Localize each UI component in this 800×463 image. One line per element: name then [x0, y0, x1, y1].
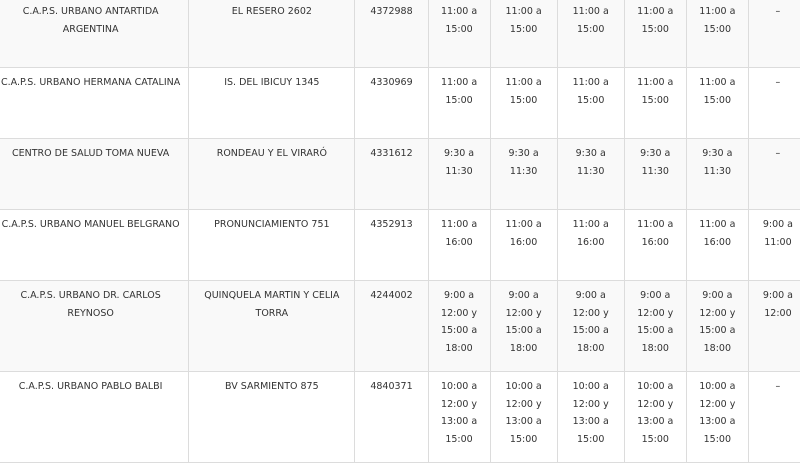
hours-line: 16:00 — [509, 236, 538, 248]
hours-line: 15:00 a — [572, 325, 609, 336]
hours-line: 16:00 — [703, 236, 732, 248]
hours-line: 15:00 a — [505, 325, 542, 336]
hours-cell-monday — [428, 0, 490, 68]
hours-line: 13:00 a — [699, 416, 736, 427]
hours-line: 12:00 y — [441, 398, 478, 410]
phone-cell: 4331612 — [355, 139, 428, 210]
hours-line: 11:00 a — [505, 77, 542, 88]
hours-line: 16:00 — [445, 236, 473, 248]
hours-line: 9:30 a — [702, 148, 733, 159]
hours-cell-thursday — [624, 372, 686, 463]
hours-cell-saturday — [748, 372, 800, 463]
hours-line: 9:00 a — [508, 290, 539, 301]
hours-line: 11:00 a — [440, 77, 478, 88]
hours-cell-tuesday — [490, 68, 557, 139]
hours-line: 11:00 a — [572, 219, 609, 230]
hours-line: 16:00 — [641, 236, 669, 248]
hours-line: 10:00 a — [637, 381, 674, 392]
hours-line: 18:00 — [703, 342, 732, 354]
center-name-cell: C.A.P.S. URBANO ANTARTIDA ARGENTINA — [0, 0, 189, 68]
hours-line: 18:00 — [445, 342, 473, 354]
center-name-cell: C.A.P.S. URBANO DR. CARLOS REYNOSO — [0, 281, 189, 372]
hours-line: 15:00 — [577, 94, 605, 106]
hours-cell-monday — [428, 68, 490, 139]
hours-line: 18:00 — [641, 342, 669, 354]
hours-line: 13:00 a — [572, 416, 609, 427]
hours-line: 11:30 — [577, 165, 605, 177]
hours-line: 15:00 a — [699, 325, 736, 336]
hours-line: 15:00 — [509, 433, 538, 445]
hours-cell-thursday — [624, 68, 686, 139]
hours-line: 9:30 a — [508, 148, 539, 159]
hours-cell-wednesday — [557, 281, 624, 372]
hours-line: 11:00 a — [699, 77, 736, 88]
hours-cell-wednesday — [557, 0, 624, 68]
hours-line: 15:00 — [577, 23, 605, 35]
hours-line: 11:00 — [764, 236, 792, 248]
hours-line: 11:00 a — [572, 6, 609, 17]
hours-line: 11:00 a — [572, 77, 609, 88]
hours-line: 11:30 — [703, 165, 732, 177]
hours-line: 10:00 a — [572, 381, 609, 392]
hours-line: 11:00 a — [440, 219, 478, 230]
hours-line: – — [775, 6, 781, 17]
hours-line: 12:00 y — [699, 398, 736, 410]
hours-line: 15:00 a — [440, 325, 478, 336]
table-row — [0, 68, 800, 139]
hours-cell-friday — [686, 0, 748, 68]
hours-line: 11:00 a — [505, 219, 542, 230]
address-cell: RONDEAU Y EL VIRARÓ — [189, 139, 355, 210]
hours-cell-monday — [428, 139, 490, 210]
hours-cell-friday — [686, 210, 748, 281]
hours-line: 18:00 — [509, 342, 538, 354]
hours-cell-saturday — [748, 281, 800, 372]
hours-line: 13:00 a — [637, 416, 674, 427]
hours-line: 10:00 a — [699, 381, 736, 392]
hours-line: 15:00 — [445, 433, 473, 445]
hours-cell-saturday — [748, 0, 800, 68]
hours-line: 15:00 — [577, 433, 605, 445]
phone-cell: 4330969 — [355, 68, 428, 139]
hours-line: 11:30 — [509, 165, 538, 177]
hours-line: – — [775, 148, 781, 159]
phone-cell: 4244002 — [355, 281, 428, 372]
hours-cell-thursday — [624, 0, 686, 68]
hours-cell-monday — [428, 372, 490, 463]
hours-line: 12:00 y — [637, 307, 674, 319]
hours-cell-saturday — [748, 68, 800, 139]
hours-line: 9:00 a — [702, 290, 733, 301]
hours-line: 9:30 a — [640, 148, 671, 159]
hours-line: 12:00 y — [637, 398, 674, 410]
hours-cell-friday — [686, 372, 748, 463]
hours-cell-tuesday — [490, 210, 557, 281]
hours-line: 9:00 a — [762, 290, 794, 301]
hours-line: 11:30 — [445, 165, 473, 177]
address-cell: EL RESERO 2602 — [189, 0, 355, 68]
hours-line: 15:00 — [641, 94, 669, 106]
hours-cell-tuesday — [490, 0, 557, 68]
hours-line: 15:00 — [445, 94, 473, 106]
hours-line: 13:00 a — [440, 416, 478, 427]
hours-line: 15:00 — [509, 23, 538, 35]
hours-cell-saturday — [748, 139, 800, 210]
center-name-cell: C.A.P.S. URBANO PABLO BALBI — [0, 372, 189, 463]
hours-line: – — [775, 77, 781, 88]
hours-line: 15:00 — [703, 433, 732, 445]
hours-line: 11:00 a — [505, 6, 542, 17]
hours-cell-friday — [686, 68, 748, 139]
hours-line: 18:00 — [577, 342, 605, 354]
hours-line: 15:00 — [509, 94, 538, 106]
hours-cell-tuesday — [490, 281, 557, 372]
hours-cell-monday — [428, 281, 490, 372]
hours-cell-wednesday — [557, 68, 624, 139]
hours-cell-saturday — [748, 210, 800, 281]
table-row — [0, 0, 800, 68]
hours-cell-wednesday — [557, 139, 624, 210]
address-cell: IS. DEL IBICUY 1345 — [189, 68, 355, 139]
hours-line: 11:00 a — [699, 219, 736, 230]
table-row — [0, 281, 800, 372]
hours-line: 12:00 y — [505, 398, 542, 410]
hours-cell-thursday — [624, 210, 686, 281]
hours-line: 12:00 y — [572, 398, 609, 410]
table-row — [0, 139, 800, 210]
hours-line: 15:00 — [641, 433, 669, 445]
hours-line: 15:00 — [703, 94, 732, 106]
address-cell: QUINQUELA MARTIN Y CELIA TORRA — [189, 281, 355, 372]
hours-line: 13:00 a — [505, 416, 542, 427]
hours-line: 9:30 a — [575, 148, 606, 159]
hours-line: 11:00 a — [699, 6, 736, 17]
hours-line: 15:00 — [703, 23, 732, 35]
hours-line: – — [775, 381, 781, 392]
table-row — [0, 372, 800, 463]
phone-cell: 4372988 — [355, 0, 428, 68]
hours-line: 11:00 a — [440, 6, 478, 17]
hours-line: 10:00 a — [440, 381, 478, 392]
hours-line: 15:00 — [445, 23, 473, 35]
hours-cell-friday — [686, 281, 748, 372]
phone-cell: 4352913 — [355, 210, 428, 281]
hours-line: 9:00 a — [443, 290, 475, 301]
hours-line: 12:00 — [764, 307, 792, 319]
phone-cell: 4840371 — [355, 372, 428, 463]
hours-line: 11:00 a — [637, 219, 674, 230]
hours-line: 12:00 y — [505, 307, 542, 319]
hours-line: 12:00 y — [699, 307, 736, 319]
hours-line: 9:30 a — [443, 148, 475, 159]
hours-cell-thursday — [624, 281, 686, 372]
hours-line: 9:00 a — [762, 219, 794, 230]
center-name-cell: C.A.P.S. URBANO MANUEL BELGRANO — [0, 210, 189, 281]
hours-cell-tuesday — [490, 372, 557, 463]
hours-line: 12:00 y — [441, 307, 478, 319]
hours-line: 9:00 a — [575, 290, 606, 301]
hours-line: 15:00 — [641, 23, 669, 35]
hours-line: 12:00 y — [572, 307, 609, 319]
center-name-cell: C.A.P.S. URBANO HERMANA CATALINA — [0, 68, 189, 139]
center-name-cell: CENTRO DE SALUD TOMA NUEVA — [0, 139, 189, 210]
hours-cell-wednesday — [557, 372, 624, 463]
hours-line: 16:00 — [577, 236, 605, 248]
hours-cell-wednesday — [557, 210, 624, 281]
address-cell: BV SARMIENTO 875 — [189, 372, 355, 463]
hours-cell-friday — [686, 139, 748, 210]
hours-cell-tuesday — [490, 139, 557, 210]
hours-line: 11:00 a — [637, 6, 674, 17]
hours-line: 11:00 a — [637, 77, 674, 88]
hours-line: 15:00 a — [637, 325, 674, 336]
address-cell: PRONUNCIAMIENTO 751 — [189, 210, 355, 281]
hours-cell-thursday — [624, 139, 686, 210]
hours-cell-monday — [428, 210, 490, 281]
hours-line: 10:00 a — [505, 381, 542, 392]
hours-line: 9:00 a — [640, 290, 671, 301]
hours-line: 11:30 — [641, 165, 669, 177]
table-row — [0, 210, 800, 281]
